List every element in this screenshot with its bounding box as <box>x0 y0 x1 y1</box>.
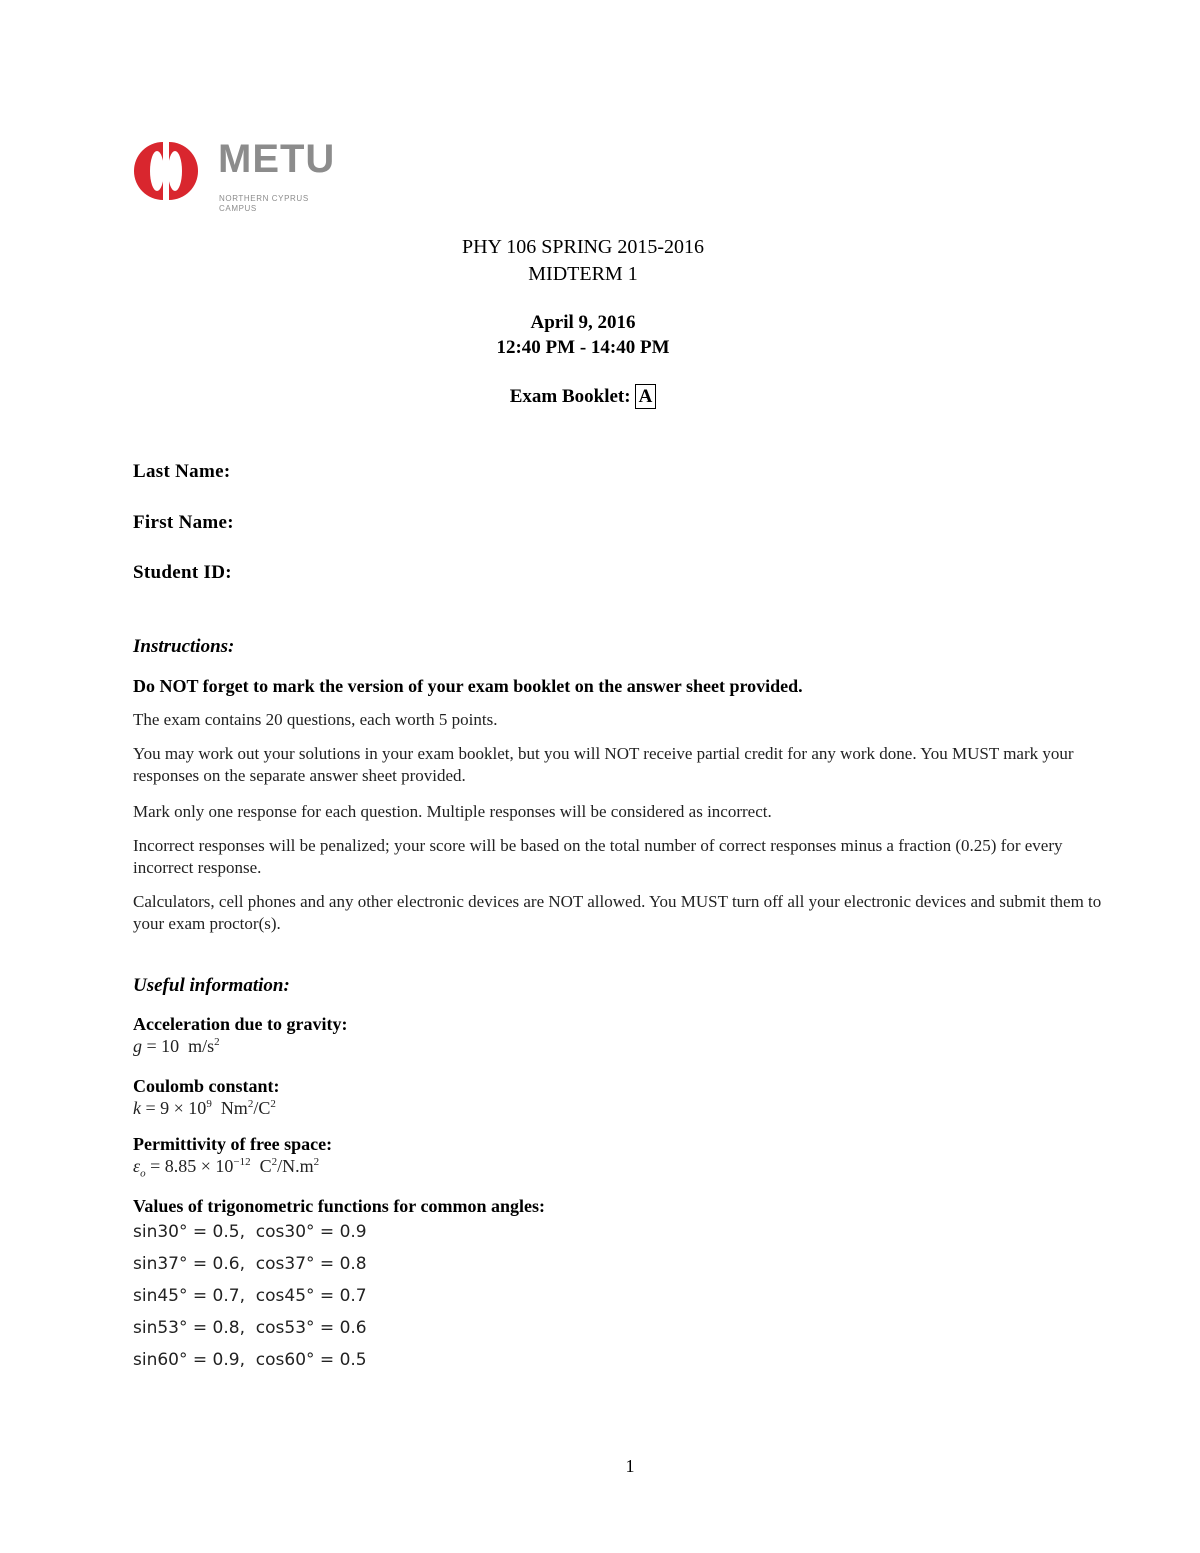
last-name-label: Last Name: <box>133 461 231 482</box>
exam-title: MIDTERM 1 <box>528 263 638 285</box>
instructions-heading: Instructions: <box>133 636 235 657</box>
metu-logo-mark-icon <box>132 140 200 202</box>
page-number: 1 <box>625 1456 635 1476</box>
logo-subtitle-line1: NORTHERN CYPRUS <box>219 194 309 203</box>
instruction-item: Mark only one response for each question. Multiple responses will be considered as incorrect. <box>133 802 772 821</box>
useful-info-heading: Useful information: <box>133 975 290 996</box>
trig-row: sin37° = 0.6, cos37° = 0.8 <box>133 1254 367 1274</box>
student-id-label: Student ID: <box>133 562 232 583</box>
exam-booklet <box>0 384 1166 409</box>
metu-logo <box>132 137 336 215</box>
permittivity-label: Permittivity of free space: <box>133 1134 333 1154</box>
instruction-item: You may work out your solutions in your exam booklet, but you will NOT receive partial credit for any work done. You MUST mark your responses on the separate answer sheet provided. <box>133 744 1074 785</box>
exam-time: 12:40 PM - 14:40 PM <box>496 337 670 358</box>
trig-row: sin60° = 0.9, cos60° = 0.5 <box>133 1350 367 1370</box>
booklet-label: Exam Booklet: <box>509 386 631 407</box>
trig-row: sin53° = 0.8, cos53° = 0.6 <box>133 1318 367 1338</box>
logo-subtitle <box>219 194 309 214</box>
instruction-item: Do NOT forget to mark the version of your exam booklet on the answer sheet provided. <box>133 676 803 696</box>
coulomb-label: Coulomb constant: <box>133 1076 280 1096</box>
booklet-version-box: A <box>635 384 657 409</box>
instruction-item: Incorrect responses will be penalized; your score will be based on the total number of correct responses minus a fraction (0.25) for every incorrect response. <box>133 836 1063 877</box>
trig-label: Values of trigonometric functions for common angles: <box>133 1196 545 1216</box>
coulomb-formula: $k = 9 \times 10^9$ $Nm^2/C^2$ <box>133 1098 276 1118</box>
gravity-label: Acceleration due to gravity: <box>133 1014 348 1034</box>
permittivity-formula: $\varepsilon_o = 8.85 \times 10^{-12}$ $C^2/N.m^2$ <box>133 1156 320 1180</box>
instruction-item: Calculators, cell phones and any other electronic devices are NOT allowed. You MUST turn off all your electronic devices and submit them to your exam proctor(s). <box>133 892 1102 933</box>
first-name-label: First Name: <box>133 512 234 533</box>
trig-row: sin45° = 0.7, cos45° = 0.7 <box>133 1286 367 1306</box>
instruction-item: The exam contains 20 questions, each worth 5 points. <box>133 710 498 729</box>
logo-subtitle-line2: CAMPUS <box>219 204 257 213</box>
gravity-formula: g = 10 $m/s^2$ <box>133 1036 220 1056</box>
course-title: PHY 106 SPRING 2015-2016 <box>461 236 705 258</box>
trig-row: sin30° = 0.5, cos30° = 0.9 <box>133 1222 367 1242</box>
logo-wordmark: METU <box>218 137 336 181</box>
exam-date: April 9, 2016 <box>530 312 636 333</box>
